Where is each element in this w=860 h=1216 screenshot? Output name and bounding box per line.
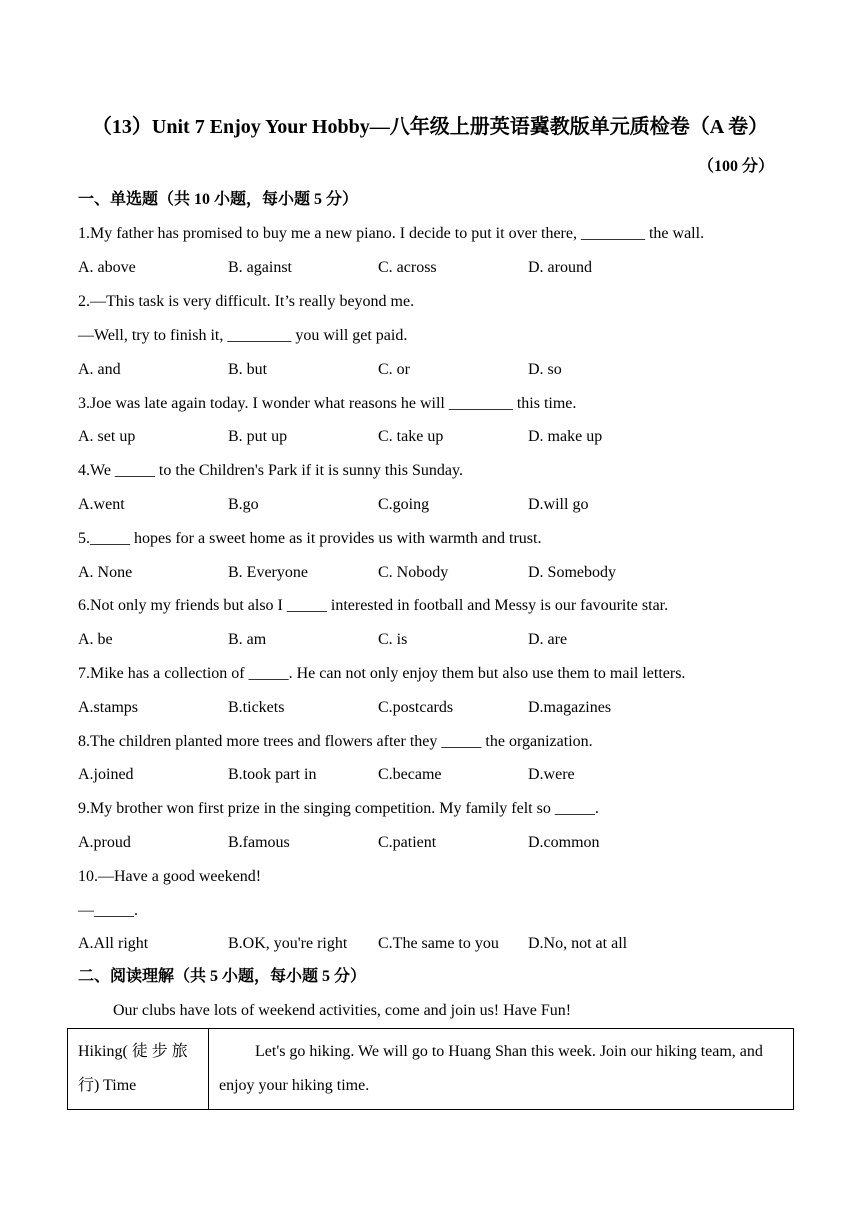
option-b: B.took part in — [228, 766, 317, 783]
question-text: 10.—Have a good weekend! — [78, 868, 262, 885]
option-d: D. around — [528, 259, 592, 276]
question-text: 6.Not only my friends but also I _____ interested in football and Messy is our favourite star. — [78, 597, 669, 614]
option-a: A. above — [78, 259, 136, 276]
option-d: D.magazines — [528, 699, 612, 716]
question-text: 4.We _____ to the Children's Park if it is sunny this Sunday. — [78, 462, 463, 479]
question-text: —_____. — [78, 902, 138, 919]
activity-label: Hiking( 徒 步 旅 行) Time — [68, 1029, 209, 1110]
option-d: D. make up — [528, 428, 603, 445]
option-c: C. take up — [378, 428, 444, 445]
question-text: —Well, try to finish it, ________ you will get paid. — [78, 327, 408, 344]
reading-intro: Our clubs have lots of weekend activities, come and join us! Have Fun! — [113, 1002, 572, 1019]
option-a: A.joined — [78, 766, 134, 783]
option-a: A. be — [78, 631, 113, 648]
option-c: C. across — [378, 259, 437, 276]
total-score: （100 分） — [697, 158, 774, 175]
section2-heading: 二、阅读理解（共 5 小题，每小题 5 分） — [78, 968, 367, 985]
activity-description: Let's go hiking. We will go to Huang Shan this week. Join our hiking team, and enjoy your hiking time. — [209, 1029, 794, 1110]
option-d: D.common — [528, 834, 600, 851]
option-d: D. Somebody — [528, 564, 616, 581]
option-b: B. against — [228, 259, 292, 276]
option-d: D.No, not at all — [528, 935, 628, 952]
question-text: 8.The children planted more trees and flowers after they _____ the organization. — [78, 733, 593, 750]
question-text: 3.Joe was late again today. I wonder what reasons he will ________ this time. — [78, 395, 577, 412]
option-c: C.became — [378, 766, 442, 783]
option-c: C.patient — [378, 834, 437, 851]
section1-heading: 一、单选题（共 10 小题，每小题 5 分） — [78, 191, 359, 208]
option-d: D.will go — [528, 496, 589, 513]
option-b: B. am — [228, 631, 267, 648]
option-d: D.were — [528, 766, 575, 783]
option-b: B. put up — [228, 428, 288, 445]
option-b: B. but — [228, 361, 268, 378]
question-text: 1.My father has promised to buy me a new piano. I decide to put it over there, ________ the wall. — [78, 225, 705, 242]
option-c: C.postcards — [378, 699, 454, 716]
option-a: A.stamps — [78, 699, 138, 716]
option-b: B.go — [228, 496, 259, 513]
option-a: A.proud — [78, 834, 131, 851]
page-title: （13）Unit 7 Enjoy Your Hobby—八年级上册英语冀教版单元质检卷（A 卷） — [91, 116, 769, 138]
option-c: C.The same to you — [378, 935, 499, 952]
option-c: C. or — [378, 361, 410, 378]
option-a: A.went — [78, 496, 125, 513]
question-text: 9.My brother won first prize in the singing competition. My family felt so _____. — [78, 800, 599, 817]
option-c: C.going — [378, 496, 430, 513]
option-b: B.tickets — [228, 699, 285, 716]
option-b: B.famous — [228, 834, 290, 851]
question-text: 2.—This task is very difficult. It’s really beyond me. — [78, 293, 415, 310]
option-a: A. None — [78, 564, 133, 581]
option-c: C. is — [378, 631, 408, 648]
option-a: A. and — [78, 361, 121, 378]
question-text: 7.Mike has a collection of _____. He can not only enjoy them but also use them to mail letters. — [78, 665, 686, 682]
option-c: C. Nobody — [378, 564, 449, 581]
option-d: D. so — [528, 361, 562, 378]
option-a: A.All right — [78, 935, 149, 952]
option-b: B.OK, you're right — [228, 935, 348, 952]
activity-table — [67, 1028, 794, 1110]
option-a: A. set up — [78, 428, 136, 445]
table-row — [68, 1029, 794, 1110]
option-d: D. are — [528, 631, 568, 648]
option-b: B. Everyone — [228, 564, 308, 581]
question-text: 5._____ hopes for a sweet home as it provides us with warmth and trust. — [78, 530, 542, 547]
